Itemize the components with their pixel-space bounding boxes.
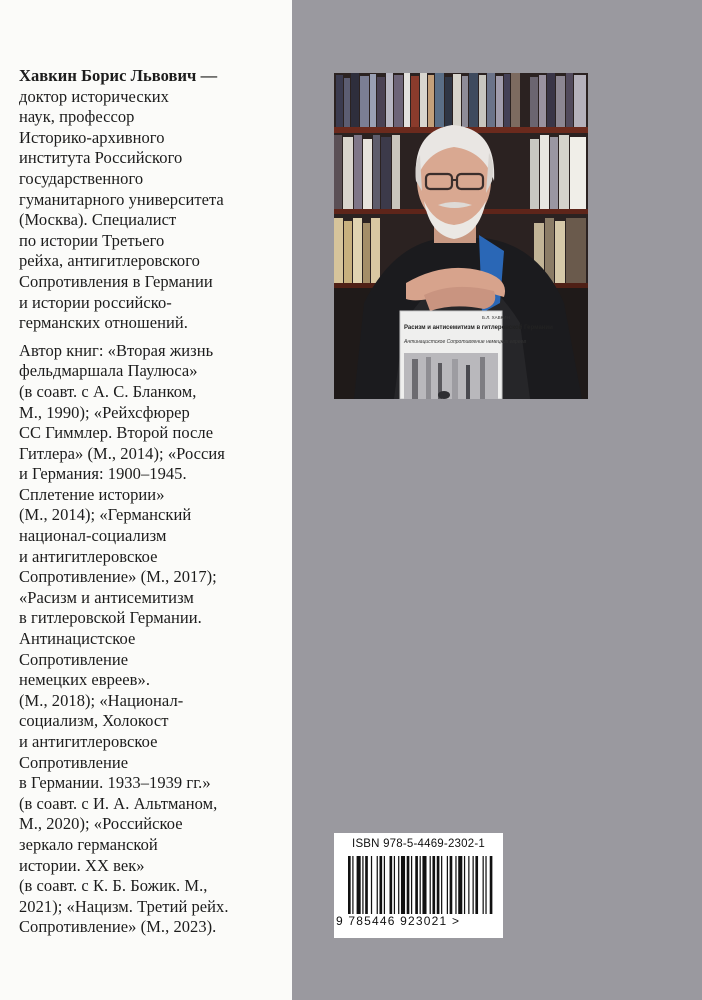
barcode-bar bbox=[377, 856, 378, 914]
bibliography-line: и антигитлеровское bbox=[19, 732, 158, 751]
bibliography-line: «Расизм и антисемитизм bbox=[19, 587, 194, 607]
bibliography-line: Сопротивление» (М., 2017); bbox=[19, 567, 217, 587]
barcode-bar bbox=[420, 856, 421, 914]
bibliography-line: и антигитлеровское bbox=[19, 546, 158, 566]
barcode-bar bbox=[441, 856, 442, 914]
bio-line: рейха, антигитлеровского bbox=[19, 251, 200, 271]
author-bio-paragraph bbox=[19, 66, 281, 334]
bibliography-line: национал-социализм bbox=[19, 526, 167, 546]
barcode-bar bbox=[371, 856, 372, 914]
bibliography-line: (в соавт. с А. С. Бланком, bbox=[19, 381, 197, 401]
bio-line: и истории российско- bbox=[19, 292, 172, 312]
barcode-bar bbox=[437, 856, 440, 914]
bio-line: института Российского bbox=[19, 148, 183, 168]
barcode-bar bbox=[483, 856, 484, 914]
barcode-bar bbox=[415, 856, 418, 914]
barcode-bar bbox=[455, 856, 456, 914]
bibliography-line: немецких евреев». bbox=[19, 670, 150, 690]
bibliography-line: в гитлеровской Германии. bbox=[19, 608, 202, 628]
bibliography-line: Сопротивление bbox=[19, 752, 129, 772]
barcode-bar bbox=[485, 856, 486, 914]
bio-line: Сопротивления в Германии bbox=[19, 271, 213, 291]
bibliography-line: Сопротивление» (М., 2023). bbox=[19, 917, 217, 937]
isbn-label: ISBN 978-5-4469-2302-1 bbox=[352, 838, 485, 850]
barcode-bar bbox=[473, 856, 474, 914]
bio-line: Историко-архивного bbox=[19, 127, 165, 147]
author-photo bbox=[334, 73, 588, 399]
bibliography-line: зеркало германской bbox=[19, 834, 158, 854]
barcode-digits: 9 785446 923021 > bbox=[336, 914, 461, 928]
barcode-bar bbox=[362, 856, 363, 914]
held-book-author: Б.Л. ХАВКИН bbox=[482, 315, 510, 320]
barcode-bar bbox=[352, 856, 353, 914]
held-book-title: Расизм и антисемитизм в гитлеровской Германии bbox=[404, 325, 553, 331]
barcode-bar bbox=[447, 856, 448, 914]
barcode-bar bbox=[468, 856, 469, 914]
barcode-bar bbox=[384, 856, 385, 914]
bio-line: гуманитарного университета bbox=[19, 189, 224, 209]
bibliography-line: Гитлера» (М., 2014); «Россия bbox=[19, 443, 225, 463]
barcode-bar bbox=[348, 856, 351, 914]
barcode-bar bbox=[365, 856, 368, 914]
bibliography-line: М., 2020); «Российское bbox=[19, 814, 183, 834]
bibliography-line: (в соавт. с И. А. Альтманом, bbox=[19, 793, 218, 813]
bibliography-line: Сопротивление bbox=[19, 649, 129, 669]
bio-line: по истории Третьего bbox=[19, 230, 165, 250]
bibliography-line: (в соавт. с К. Б. Божик. М., bbox=[19, 876, 208, 896]
bibliography-line: Автор книг: «Вторая жизнь bbox=[19, 340, 214, 360]
barcode-bar bbox=[432, 856, 435, 914]
bibliography-line: в Германии. 1933–1939 гг.» bbox=[19, 773, 211, 793]
author-bio bbox=[19, 66, 281, 938]
bibliography-paragraph bbox=[19, 341, 281, 938]
bibliography-line: СС Гиммлер. Второй после bbox=[19, 423, 214, 443]
barcode-bar bbox=[458, 856, 462, 914]
barcode-bar bbox=[401, 856, 405, 914]
bibliography-line: 2021); «Нацизм. Третий рейх. bbox=[19, 896, 229, 916]
bibliography-line: фельдмаршала Паулюса» bbox=[19, 361, 198, 381]
bio-line: германских отношений. bbox=[19, 313, 188, 333]
bio-line: государственного bbox=[19, 168, 144, 188]
bibliography-line: (М., 2014); «Германский bbox=[19, 505, 192, 525]
bibliography-line: (М., 2018); «Национал- bbox=[19, 690, 184, 710]
barcode-bar bbox=[407, 856, 410, 914]
barcode-bar bbox=[490, 856, 493, 914]
bibliography-line: истории. XX век» bbox=[19, 855, 145, 875]
barcode-bars bbox=[348, 856, 494, 914]
barcode-bar bbox=[464, 856, 465, 914]
bibliography-line: Антинацистское bbox=[19, 629, 136, 649]
bibliography-line: социализм, Холокост bbox=[19, 711, 169, 731]
author-name: Хавкин Борис Львович — bbox=[19, 66, 218, 85]
back-cover-text-panel bbox=[0, 0, 292, 1000]
barcode-bar bbox=[379, 856, 382, 914]
barcode-bar bbox=[430, 856, 431, 914]
bio-line: наук, профессор bbox=[19, 107, 135, 127]
barcode-bar bbox=[422, 856, 426, 914]
bibliography-line: и Германия: 1900–1945. bbox=[19, 464, 187, 484]
barcode-bar bbox=[398, 856, 399, 914]
bibliography-line: М., 1990); «Рейхсфюрер bbox=[19, 402, 190, 422]
bio-lines bbox=[19, 87, 281, 334]
barcode-bar bbox=[450, 856, 453, 914]
barcode-box bbox=[334, 833, 503, 938]
barcode-bar bbox=[357, 856, 361, 914]
barcode-bar bbox=[390, 856, 393, 914]
barcode-bar bbox=[394, 856, 395, 914]
held-book-subtitle: Антинацистское Сопротивление немецких евреев bbox=[404, 339, 526, 345]
bio-line: (Москва). Специалист bbox=[19, 210, 177, 230]
barcode-bar bbox=[475, 856, 478, 914]
bibliography-line: Сплетение истории» bbox=[19, 484, 165, 504]
barcode-bar bbox=[411, 856, 412, 914]
bio-line: доктор исторических bbox=[19, 86, 169, 106]
